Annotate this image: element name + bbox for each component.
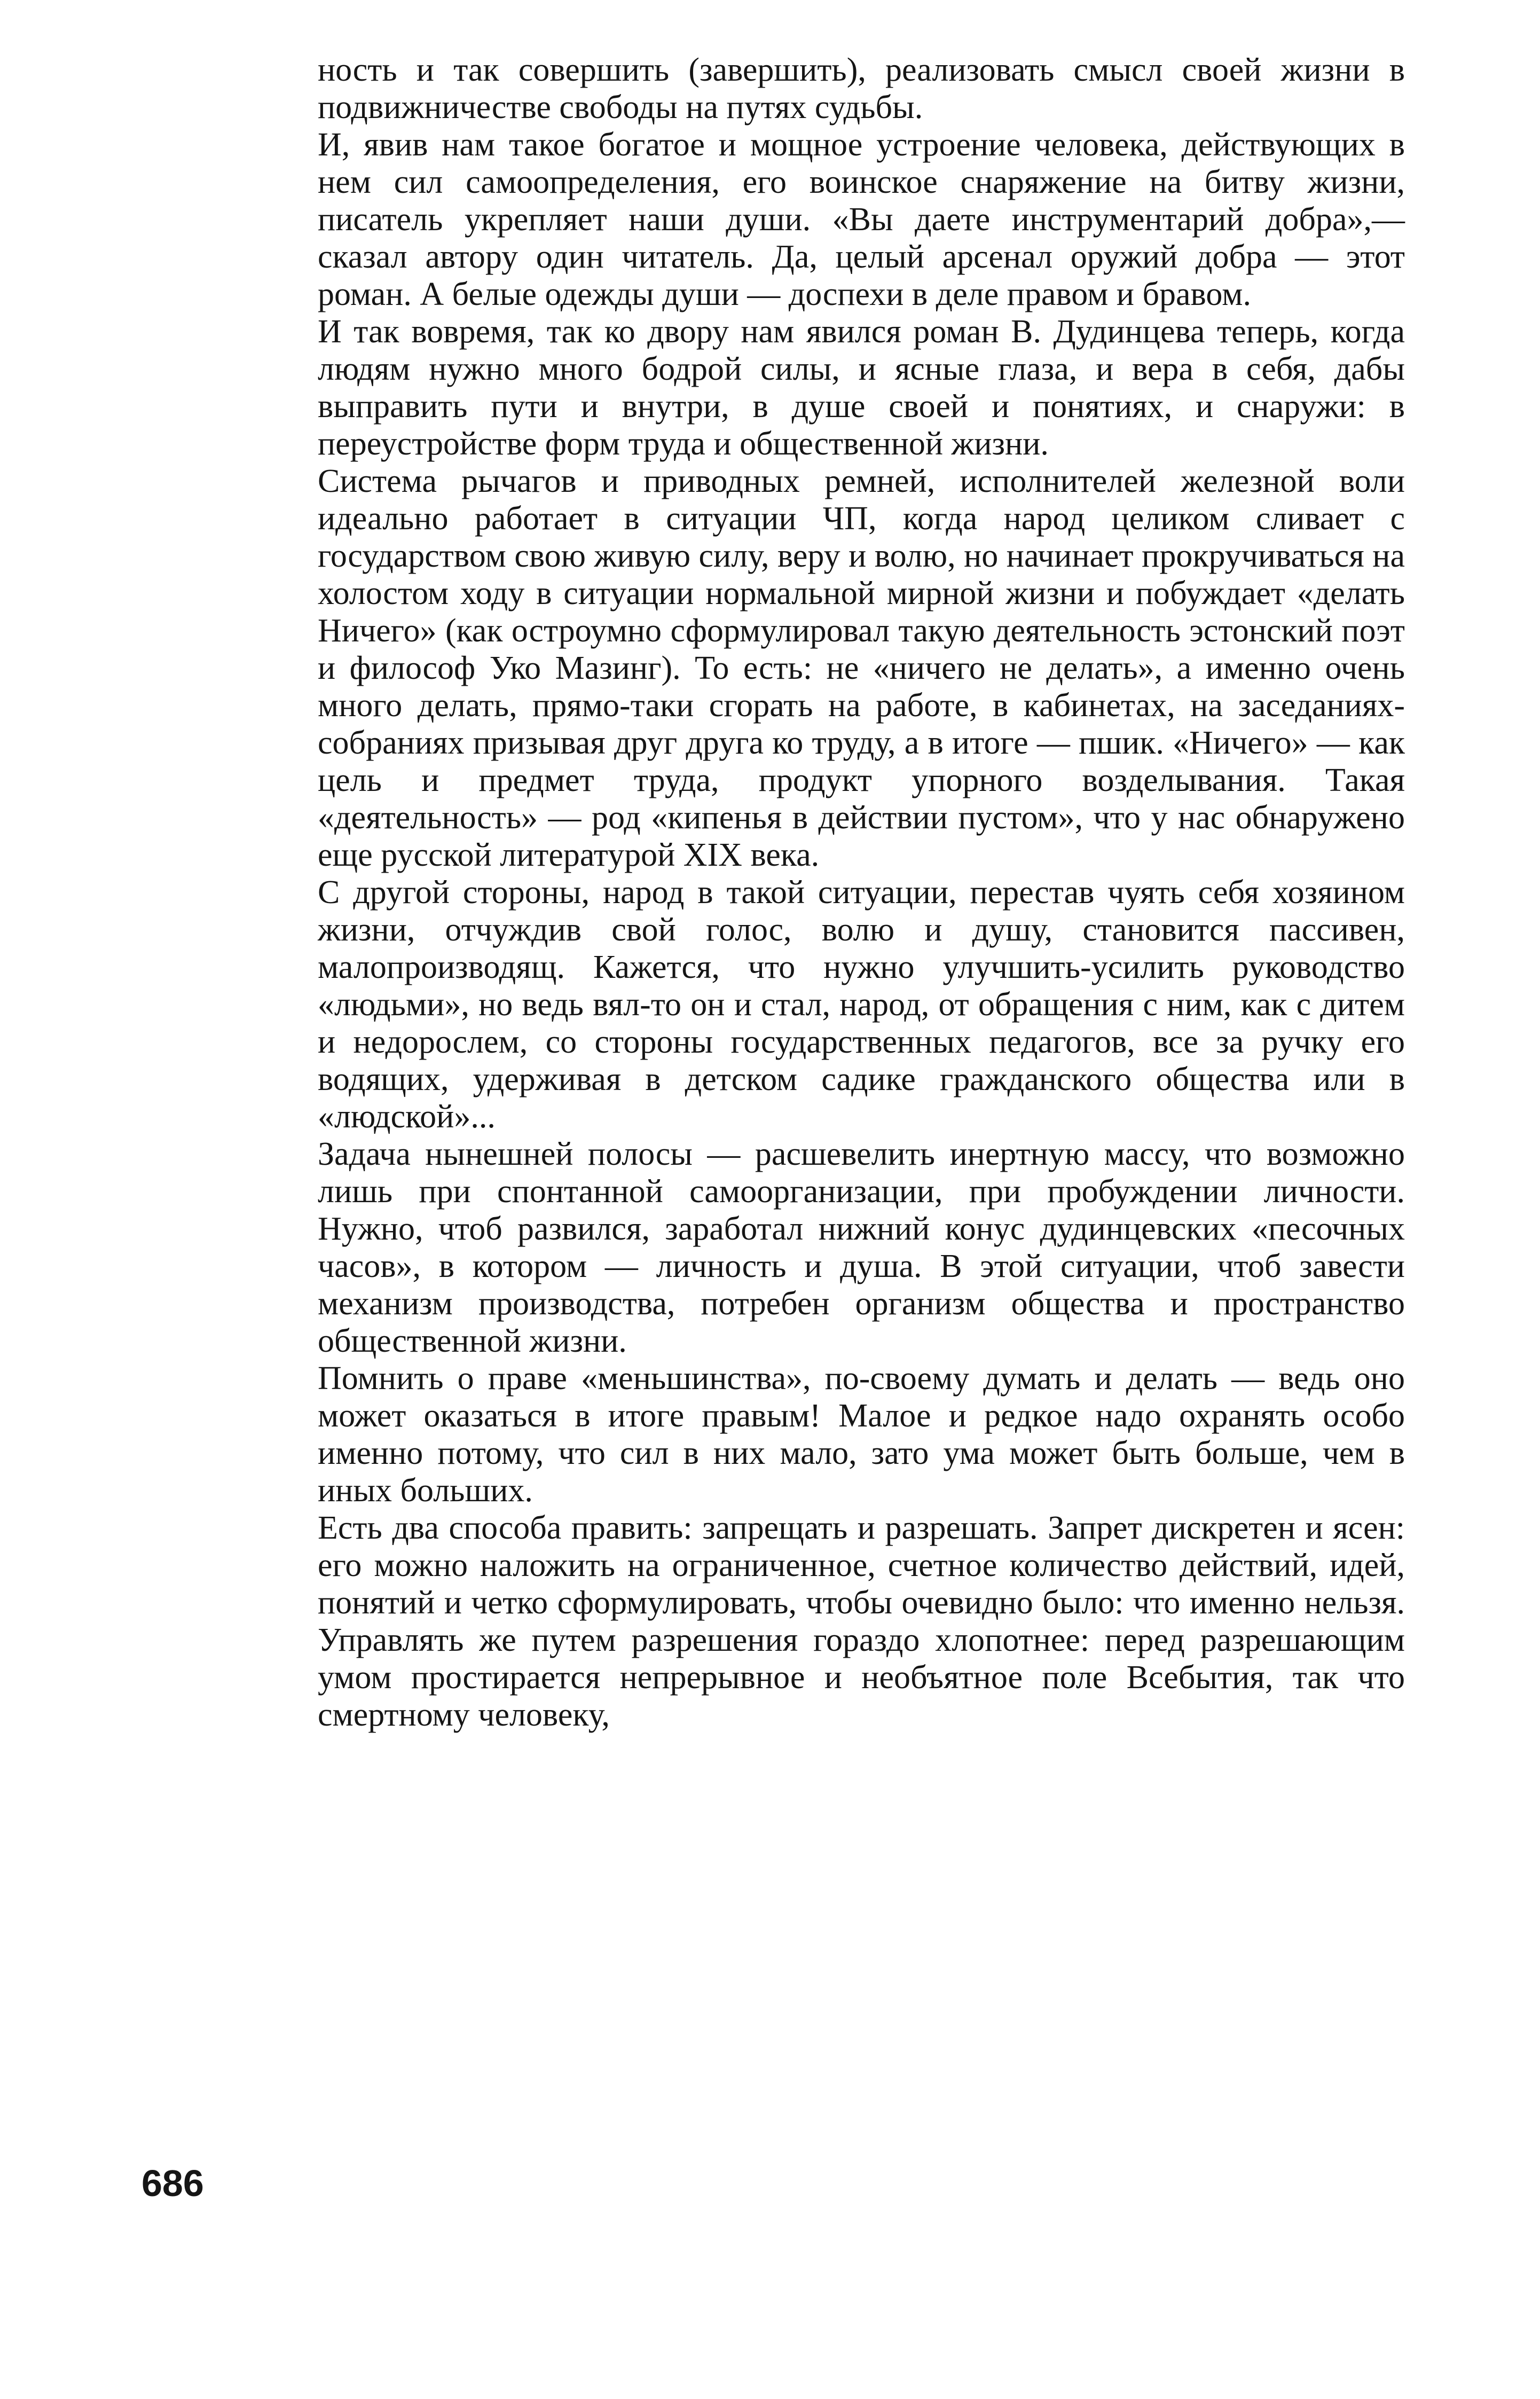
paragraph-8: Есть два способа править: запрещать и разрешать. Запрет дискретен и ясен: его можно наложить на ограниченное, счетное количество действий, идей, понятий и четко сформулировать, чтобы очевидно было: что именно нельзя. Управлять же путем разрешения гораздо хлопотнее: перед разрешающим умом простирается непрерывное и необъятное поле Всебытия, так что смертному человеку, (318, 1510, 1405, 1733)
paragraph-7: Помнить о праве «меньшинства», по-своему думать и делать — ведь оно может оказаться в итоге правым! Малое и редкое надо охранять особо именно потому, что сил в них мало, зато ума может быть больше, чем в иных больших. (318, 1360, 1405, 1509)
page-number: 686 (142, 2162, 204, 2204)
text-column (318, 51, 1405, 1734)
paragraph-2: И, явив нам такое богатое и мощное устроение человека, действующих в нем сил самоопределения, его воинское снаряжение на битву жизни, писатель укрепляет наши души. «Вы даете инструментарий добра»,— сказал автору один читатель. Да, целый арсенал оружий добра — этот роман. А белые одежды души — доспехи в деле правом и бравом. (318, 127, 1405, 312)
paragraph-4: Система рычагов и приводных ремней, исполнителей железной воли идеально работает в ситуации ЧП, когда народ целиком сливает с государством свою живую силу, веру и волю, но начинает прокручиваться на холостом ходу в ситуации нормальной мирной жизни и побуждает «делать Ничего» (как остроумно сформулировал такую деятельность эстонский поэт и философ Уко Мазинг). То есть: не «ничего не делать», а именно очень много делать, прямо-таки сгорать на работе, в кабинетах, на заседаниях-собраниях призывая друг друга ко труду, а в итоге — пшик. «Ничего» — как цель и предмет труда, продукт упорного возделывания. Такая «деятельность» — род «кипенья в действии пустом», что у нас обнаружено еще русской литературой XIX века. (318, 463, 1405, 873)
paragraph-1: ность и так совершить (завершить), реализовать смысл своей жизни в подвижничестве свободы на путях судьбы. (318, 52, 1405, 126)
paragraph-3: И так вовремя, так ко двору нам явился роман В. Дудинцева теперь, когда людям нужно много бодрой силы, и ясные глаза, и вера в себя, дабы выправить пути и внутри, в душе своей и понятиях, и снаружи: в переустройстве форм труда и общественной жизни. (318, 313, 1405, 462)
paragraph-6: Задача нынешней полосы — расшевелить инертную массу, что возможно лишь при спонтанной самоорганизации, при пробуждении личности. Нужно, чтоб развился, заработал нижний конус дудинцевских «песочных часов», в котором — личность и душа. В этой ситуации, чтоб завести механизм производства, потребен организм общества и пространство общественной жизни. (318, 1136, 1405, 1359)
paragraph-5: С другой стороны, народ в такой ситуации, перестав чуять себя хозяином жизни, отчуждив свой голос, волю и душу, становится пассивен, малопроизводящ. Кажется, что нужно улучшить-усилить руководство «людьми», но ведь вял-то он и стал, народ, от обращения с ним, как с дитем и недорослем, со стороны государственных педагогов, все за ручку его водящих, удерживая в детском садике гражданского общества или в «людской»... (318, 874, 1405, 1135)
